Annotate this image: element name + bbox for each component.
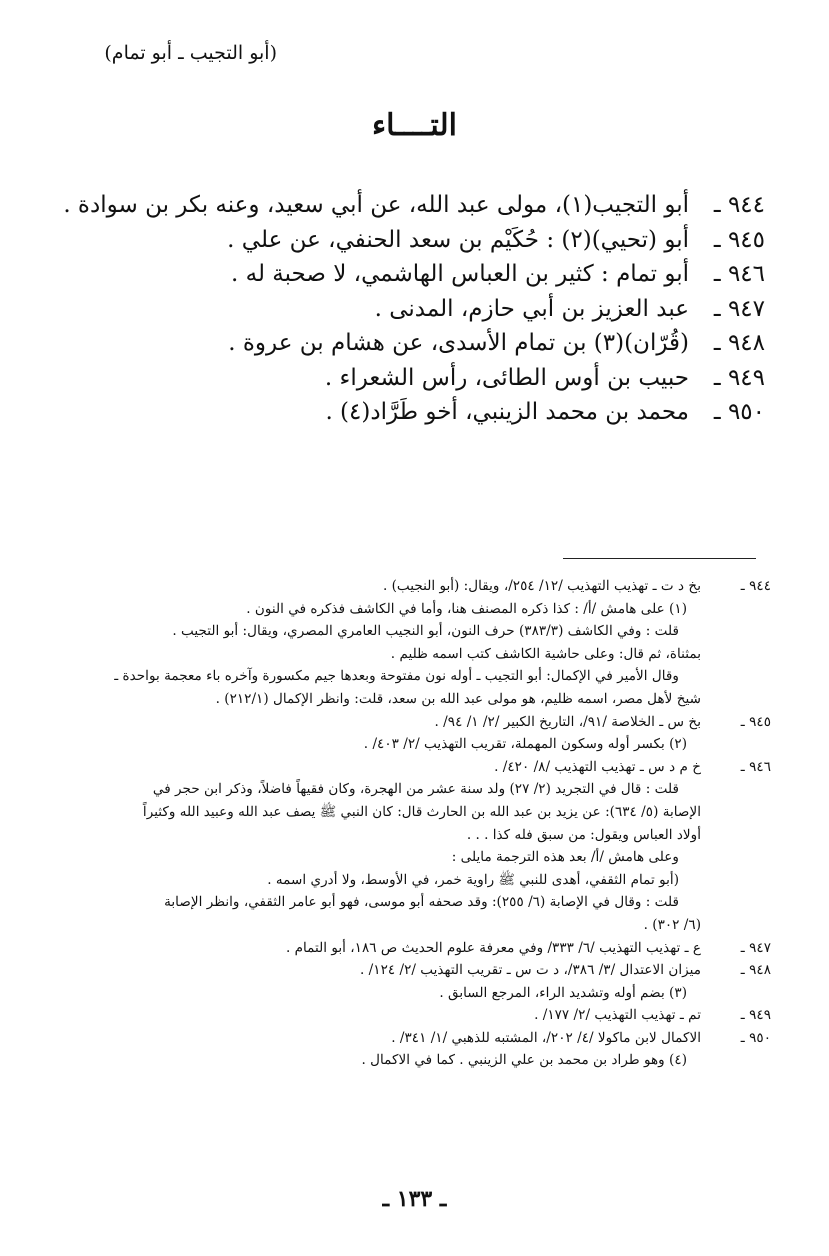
footnote-divider — [563, 558, 756, 559]
note-line — [26, 869, 771, 892]
note-line — [26, 665, 771, 688]
page-number: ـ ١٣٣ ـ — [382, 1186, 447, 1212]
note-line — [26, 1049, 771, 1072]
note-line — [26, 914, 771, 937]
note-number: ٩٥٠ ـ — [740, 1029, 771, 1046]
section-title: التــــاء — [372, 108, 457, 143]
note-line — [26, 778, 771, 801]
entry-number: ٩٥٠ ـ — [713, 399, 765, 425]
entry-948 — [65, 330, 765, 365]
note-line — [26, 891, 771, 914]
note-number: ٩٤٧ ـ — [740, 939, 771, 956]
note-text: وقال الأمير في الإكمال: أبو التجيب ـ أوله نون مفتوحة وبعدها جيم مكسورة وآخره باء معجمة بواحدة ـ — [114, 668, 679, 685]
running-header: (أبو التجيب ـ أبو تمام) — [104, 42, 277, 64]
note-text: (أبو تمام الثقفي، أهدى للنبي ﷺ راوية خمر، في الأوسط، ولا أدري اسمه . — [267, 871, 679, 888]
note-line — [26, 756, 771, 779]
note-line — [26, 824, 771, 847]
note-line — [26, 1027, 771, 1050]
entry-number: ٩٤٥ ـ — [713, 226, 765, 253]
note-text: بمثناة، ثم قال: وعلى حاشية الكاشف كتب اسمه ظليم . — [390, 645, 701, 662]
note-text: خ م د س ـ تهذيب التهذيب /٨/ ٤٢٠/ . — [494, 758, 701, 775]
note-text: (٣) بضم أوله وتشديد الراء، المرجع السابق . — [439, 984, 687, 1001]
note-text: ع ـ تهذيب التهذيب /٦/ ٣٣٣/ وفي معرفة علوم الحديث ص ١٨٦، أبو التمام . — [285, 939, 701, 956]
note-text: (٦/ ٣٠٢) . — [643, 916, 701, 933]
note-text: بخ د ت ـ تهذيب التهذيب /١٢/ ٢٥٤/، ويقال: (أبو النجيب) . — [382, 578, 701, 594]
entry-text: أبو تمام : كثير بن العباس الهاشمي، لا صحبة له . — [230, 261, 689, 287]
note-line — [26, 801, 771, 824]
entry-number: ٩٤٩ ـ — [713, 364, 765, 391]
entry-text: (قُرّان)(٣) بن تمام الأسدى، عن هشام بن عروة . — [228, 330, 689, 356]
entry-945 — [65, 227, 765, 262]
entry-text: حبيب بن أوس الطائى، رأس الشعراء . — [324, 364, 689, 391]
note-text: الاكمال لابن ماكولا /٤/ ٢٠٢/، المشتبه للذهبي /١/ ٣٤١/ . — [391, 1029, 701, 1046]
note-text: قلت : قال في التجريد (٢/ ٢٧) ولد سنة عشر من الهجرة، وكان فقيهاً فاضلاً، وذكر ابن حجر في — [152, 781, 679, 798]
entries-list — [65, 192, 765, 434]
note-line — [26, 846, 771, 869]
note-number: ٩٤٤ ـ — [740, 578, 771, 594]
note-line — [26, 733, 771, 756]
note-text: (٢) بكسر أوله وسكون المهملة، تقريب التهذيب /٢/ ٤٠٣/ . — [363, 736, 687, 753]
note-text: (١) على هامش /أ/ : كذا ذكره المصنف هنا، وأما في الكاشف فذكره في النون . — [246, 600, 687, 617]
note-line — [26, 575, 771, 598]
note-line — [26, 688, 771, 711]
entry-950 — [65, 399, 765, 434]
note-text: ميزان الاعتدال /٣/ ٣٨٦/، د ت س ـ تقريب التهذيب /٢/ ١٢٤/ . — [360, 962, 701, 979]
note-text: (٤) وهو طراد بن محمد بن علي الزينبي . كما في الاكمال . — [361, 1052, 687, 1069]
note-text: الإصابة (٥/ ٦٣٤): عن يزيد بن عبد الله بن الحارث قال: كان النبي ﷺ يصف عبد الله وعبيد الله وكثيراً — [142, 803, 701, 820]
entry-number: ٩٤٤ ـ — [713, 192, 765, 218]
note-line — [26, 1004, 771, 1027]
note-text: وعلى هامش /أ/ بعد هذه الترجمة مايلى : — [451, 849, 679, 866]
note-line — [26, 982, 771, 1005]
entry-949 — [65, 365, 765, 400]
entry-944 — [65, 192, 765, 227]
entry-text: محمد بن محمد الزينبي، أخو طَرَّاد(٤) . — [325, 399, 689, 425]
note-text: شيخ لأهل مصر، اسمه ظليم، هو مولى عبد الله بن سعد، قلت: وانظر الإكمال (٢١٢/١) . — [215, 690, 701, 707]
entry-text: أبو التجيب(١)، مولى عبد الله، عن أبي سعيد، وعنه بكر بن سوادة . — [63, 192, 689, 218]
note-text: قلت : وقال في الإصابة (٦/ ٢٥٥): وقد صحفه أبو موسى، فهو أبو عامر الثقفي، وانظر الإصابة — [164, 894, 679, 911]
entry-number: ٩٤٨ ـ — [713, 330, 765, 356]
entry-text: أبو (تحيي)(٢) : حُكَيْم بن سعد الحنفي، عن علي . — [227, 226, 689, 253]
note-text: أولاد العباس ويقول: من سبق فله كذا . . . — [466, 826, 701, 843]
note-line — [26, 598, 771, 621]
note-text: تم ـ تهذيب التهذيب /٢/ ١٧٧/ . — [534, 1007, 701, 1024]
entry-947 — [65, 296, 765, 331]
note-line — [26, 620, 771, 643]
note-text: بخ س ـ الخلاصة /٩١/، التاريخ الكبير /٢/ ١/ ٩٤/ . — [434, 713, 701, 730]
note-line — [26, 959, 771, 982]
entry-number: ٩٤٦ ـ — [713, 261, 765, 287]
note-number: ٩٤٥ ـ — [740, 713, 771, 730]
note-line — [26, 711, 771, 734]
entry-number: ٩٤٧ ـ — [713, 295, 765, 322]
note-line — [26, 937, 771, 960]
entry-946 — [65, 261, 765, 296]
entry-text: عبد العزيز بن أبي حازم، المدنى . — [374, 295, 689, 322]
note-number: ٩٤٦ ـ — [740, 758, 771, 775]
note-text: قلت : وفي الكاشف (٣٨٣/٣) حرف النون، أبو النجيب العامري المصري، ويقال: أبو التجيب . — [172, 623, 679, 640]
note-number: ٩٤٨ ـ — [740, 962, 771, 979]
note-number: ٩٤٩ ـ — [740, 1007, 771, 1024]
footnotes — [26, 575, 771, 1072]
note-line — [26, 643, 771, 666]
